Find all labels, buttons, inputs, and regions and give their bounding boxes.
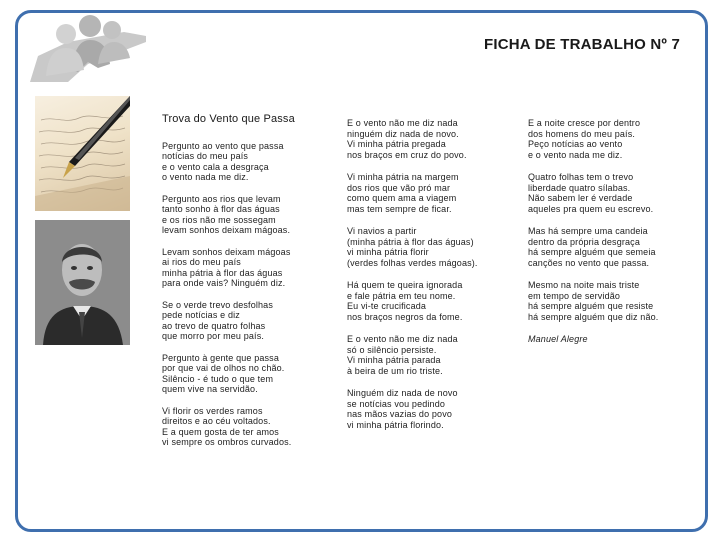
- author-photo: [35, 220, 130, 345]
- stanza: Quatro folhas tem o trevo liberdade quatro sílabas. Não sabem ler é verdade aqueles pra quem eu escrevo.: [528, 172, 654, 214]
- poem-column-1: [162, 114, 332, 459]
- stanza: Vi navios a partir (minha pátria à flor das águas) vi minha pátria florir (verdes folhas verdes mágoas).: [347, 226, 478, 268]
- stanza: Levam sonhos deixam mágoas ai rios do meu país minha pátria à flor das águas para onde vais? Ninguém diz.: [162, 246, 291, 288]
- stanza: E a noite cresce por dentro dos homens do meu país. Peço notícias ao vento e o vento nada me diz.: [528, 118, 641, 160]
- stanza: Vi florir os verdes ramos direitos e ao céu voltados. E a quem gosta de ter amos vi sempre os ombros curvados.: [162, 405, 292, 447]
- stanza: Vi minha pátria na margem dos rios que vão pró mar como quem ama a viagem mas tem sempre de ficar.: [347, 172, 459, 214]
- stanza: Pergunto à gente que passa por que vai de olhos no chão. Silêncio - é tudo o que tem quem vive na servidão.: [162, 352, 285, 394]
- stanza: Pergunto aos rios que levam tanto sonho à flor das águas e os rios não me sossegam levam sonhos deixam mágoas.: [162, 193, 291, 235]
- pen-and-manuscript-image: [35, 96, 130, 211]
- stanza: E o vento não me diz nada ninguém diz nada de novo. Vi minha pátria pregada nos braços em cruz do povo.: [347, 118, 467, 160]
- page-title: FICHA DE TRABALHO Nº 7: [484, 36, 680, 53]
- people-logo-icon: [28, 12, 148, 84]
- stanza: Se o verde trevo desfolhas pede notícias e diz ao trevo de quatro folhas que morro por meu país.: [162, 299, 273, 341]
- stanza: Mas há sempre uma candeia dentro da própria desgraça há sempre alguém que semeia canções no vento que passa.: [528, 226, 656, 268]
- poem-title: Trova do Vento que Passa: [162, 113, 295, 125]
- poem-author: Manuel Alegre: [528, 334, 588, 344]
- poem-column-3: [528, 118, 693, 345]
- poem-column-2: [347, 118, 512, 442]
- stanza: Mesmo na noite mais triste em tempo de servidão há sempre alguém que resiste há sempre alguém que diz não.: [528, 280, 659, 322]
- stanza: E o vento não me diz nada só o silêncio persiste. Vi minha pátria parada à beira de um rio triste.: [347, 334, 458, 376]
- stanza: Ninguém diz nada de novo se notícias vou pedindo nas mãos vazias do povo vi minha pátria florindo.: [347, 388, 458, 430]
- stanza: Há quem te queira ignorada e fale pátria em teu nome. Eu vi-te crucificada nos braços negros da fome.: [347, 280, 463, 322]
- stanza: Pergunto ao vento que passa notícias do meu país e o vento cala a desgraça o vento nada me diz.: [162, 140, 284, 182]
